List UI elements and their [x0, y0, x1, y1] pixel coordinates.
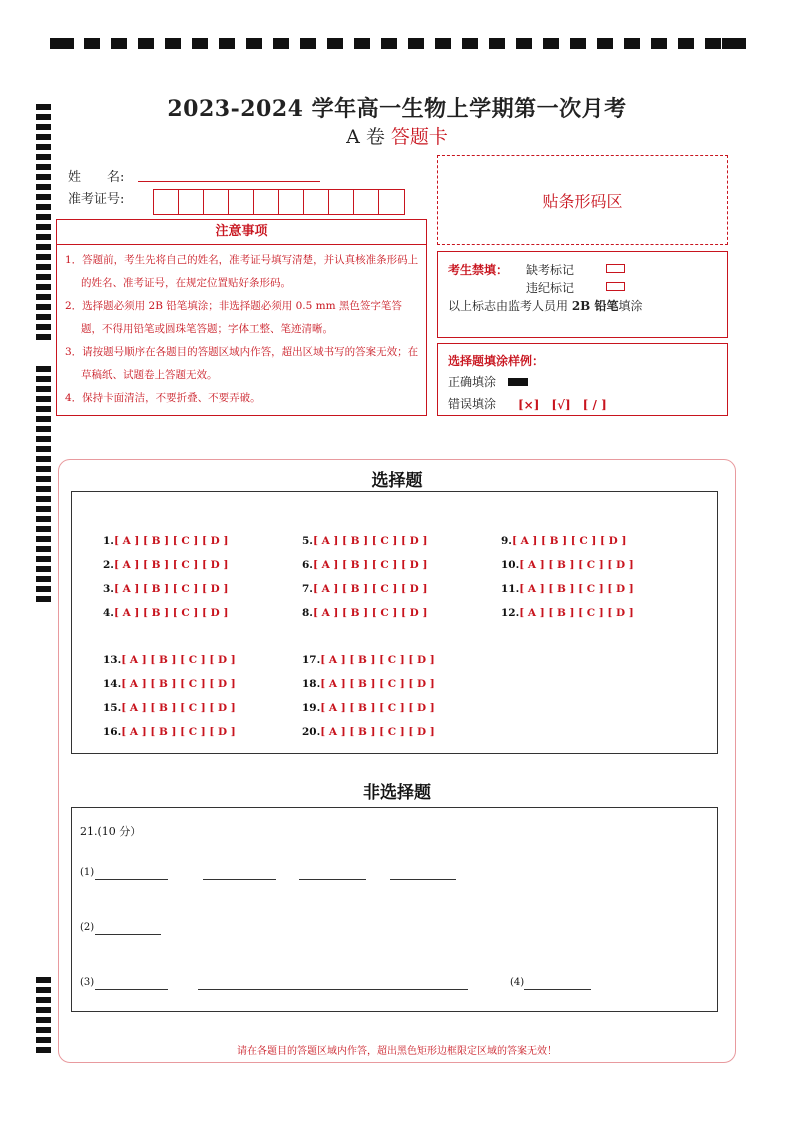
answer-options[interactable]: [ A ] [ B ] [ C ] [ D ] — [519, 559, 634, 571]
name-input-line[interactable] — [138, 181, 320, 182]
part-1-blank[interactable] — [390, 879, 456, 880]
question-number: 9. — [501, 535, 512, 547]
timing-mark — [36, 416, 51, 422]
choice-question-15[interactable] — [103, 702, 236, 714]
question-number: 16. — [103, 726, 122, 738]
timing-mark — [36, 324, 51, 330]
timing-mark — [36, 506, 51, 512]
forbid-label: 考生禁填： — [448, 263, 509, 277]
timing-mark — [36, 254, 51, 260]
timing-mark — [36, 997, 51, 1003]
choice-question-14[interactable] — [103, 678, 236, 690]
part-3-blank[interactable] — [198, 989, 468, 990]
timing-mark — [36, 184, 51, 190]
timing-mark — [354, 38, 370, 49]
timing-mark — [36, 576, 51, 582]
question-number: 7. — [302, 583, 313, 595]
timing-mark — [36, 426, 51, 432]
exam-title: 2023-2024 学年高一生物上学期第一次月考 — [167, 96, 627, 122]
timing-mark — [273, 38, 289, 49]
absent-mark-label: 缺考标记 — [526, 263, 575, 277]
question-number: 17. — [302, 654, 321, 666]
timing-mark — [36, 386, 51, 392]
wrong-fill-label: 错误填涂 — [448, 397, 497, 411]
timing-mark — [111, 38, 127, 49]
timing-mark — [408, 38, 424, 49]
timing-mark — [300, 38, 316, 49]
timing-mark — [36, 264, 51, 270]
question-number: 2. — [103, 559, 114, 571]
footer-warning: 请在各题目的答题区域内作答，超出黑色矩形边框限定区域的答案无效！ — [237, 1046, 557, 1057]
choice-question-8[interactable] — [302, 607, 427, 619]
answer-options[interactable]: [ A ] [ B ] [ C ] [ D ] — [121, 702, 236, 714]
question-number: 12. — [501, 607, 520, 619]
timing-mark — [36, 376, 51, 382]
answer-options[interactable]: [ A ] [ B ] [ C ] [ D ] — [312, 535, 428, 547]
timing-mark — [219, 38, 235, 49]
timing-mark — [36, 436, 51, 442]
question-number: 1. — [103, 535, 114, 547]
choice-question-16[interactable] — [103, 726, 236, 738]
question-number: 14. — [103, 678, 122, 690]
notice-item: 3．请按题号顺序在各题目的答题区域内作答，超出区域书写的答案无效；在草稿纸、试题卷上答题无效。 — [65, 346, 419, 381]
timing-mark — [138, 38, 154, 49]
question-number: 13. — [103, 654, 122, 666]
choice-question-6[interactable] — [302, 559, 427, 571]
timing-mark — [36, 596, 51, 602]
timing-mark — [165, 38, 181, 49]
timing-mark — [192, 38, 208, 49]
timing-mark — [36, 174, 51, 180]
part-3-blank[interactable] — [95, 989, 168, 990]
part-1-label: (1) — [80, 867, 95, 878]
timing-mark — [36, 274, 51, 280]
violation-mark-box[interactable] — [606, 282, 625, 291]
exam-id-boxes[interactable] — [153, 189, 405, 215]
wrong-fill-examples: [×] [√] [ / ] — [518, 398, 607, 412]
barcode-label: 贴条形码区 — [542, 191, 623, 211]
choice-question-11[interactable] — [501, 583, 634, 595]
choice-section-title: 选择题 — [371, 471, 423, 491]
timing-mark — [36, 526, 51, 532]
name-label: 姓 名: — [68, 170, 125, 185]
timing-mark — [36, 1017, 51, 1023]
question-number: 10. — [501, 559, 520, 571]
top-timing-marks — [50, 38, 746, 50]
choice-question-20[interactable] — [302, 726, 435, 738]
answer-options[interactable]: [ A ] [ B ] [ C ] [ D ] — [511, 535, 627, 547]
timing-mark — [246, 38, 262, 49]
timing-mark — [36, 1007, 51, 1013]
choice-question-9[interactable] — [501, 535, 626, 547]
timing-mark — [597, 38, 613, 49]
timing-mark — [36, 224, 51, 230]
timing-mark — [36, 164, 51, 170]
nonchoice-answer-box — [71, 807, 718, 1012]
answer-options[interactable]: [ A ] [ B ] [ C ] [ D ] — [113, 559, 229, 571]
choice-question-3[interactable] — [103, 583, 228, 595]
part-2-blank[interactable] — [95, 934, 161, 935]
answer-options[interactable]: [ A ] [ B ] [ C ] [ D ] — [121, 726, 236, 738]
timing-mark — [543, 38, 559, 49]
part-4-label: (4) — [510, 977, 525, 988]
timing-mark — [36, 194, 51, 200]
question-number: 19. — [302, 702, 321, 714]
timing-mark — [36, 546, 51, 552]
choice-question-19[interactable] — [302, 702, 435, 714]
timing-mark — [722, 38, 746, 49]
choice-question-18[interactable] — [302, 678, 435, 690]
notice-panel — [56, 219, 427, 416]
sample-title: 选择题填涂样例： — [448, 354, 545, 368]
exam-id-label: 准考证号: — [68, 192, 125, 207]
timing-mark — [570, 38, 586, 49]
forbid-note: 以上标志由监考人员用 2B 铅笔填涂 — [448, 299, 643, 313]
choice-question-7[interactable] — [302, 583, 427, 595]
timing-mark — [36, 304, 51, 310]
question-21-label: 21.(10 分） — [80, 825, 142, 838]
timing-mark — [36, 234, 51, 240]
id-digit-box[interactable] — [254, 190, 279, 214]
question-number: 20. — [302, 726, 321, 738]
timing-mark — [36, 214, 51, 220]
id-digit-box[interactable] — [204, 190, 229, 214]
answer-options[interactable]: [ A ] [ B ] [ C ] [ D ] — [121, 678, 236, 690]
question-number: 11. — [501, 583, 520, 595]
notice-heading: 注意事项 — [57, 220, 426, 245]
id-digit-box[interactable] — [279, 190, 304, 214]
timing-mark — [36, 536, 51, 542]
id-digit-box[interactable] — [229, 190, 254, 214]
timing-mark — [624, 38, 640, 49]
timing-mark — [36, 586, 51, 592]
answer-options[interactable]: [ A ] [ B ] [ C ] [ D ] — [113, 607, 229, 619]
answer-options[interactable]: [ A ] [ B ] [ C ] [ D ] — [312, 607, 428, 619]
part-1-blank[interactable] — [95, 879, 168, 880]
question-number: 5. — [302, 535, 313, 547]
answer-options[interactable]: [ A ] [ B ] [ C ] [ D ] — [312, 583, 428, 595]
question-number: 6. — [302, 559, 313, 571]
question-number: 15. — [103, 702, 122, 714]
correct-fill-label: 正确填涂 — [448, 375, 497, 389]
violation-mark-label: 违纪标记 — [526, 281, 575, 295]
timing-mark — [435, 38, 451, 49]
part-2-label: (2) — [80, 922, 95, 933]
question-number: 8. — [302, 607, 313, 619]
timing-mark — [36, 496, 51, 502]
barcode-area — [437, 155, 728, 245]
choice-question-17[interactable] — [302, 654, 435, 666]
timing-mark — [36, 516, 51, 522]
notice-item: 4．保持卡面清洁，不要折叠、不要弄破。 — [65, 392, 261, 404]
notice-item: 1．答题前，考生先将自己的姓名，准考证号填写清楚，并认真核准条形码上的姓名、准考证号，在规定位置贴好条形码。 — [65, 254, 419, 289]
paper-version: A 卷 — [346, 126, 385, 148]
choice-question-12[interactable] — [501, 607, 634, 619]
part-3-label: (3) — [80, 977, 95, 988]
choice-question-2[interactable] — [103, 559, 228, 571]
timing-mark — [651, 38, 667, 49]
choice-question-5[interactable] — [302, 535, 427, 547]
id-digit-box[interactable] — [379, 190, 404, 214]
correct-fill-example — [508, 378, 528, 386]
timing-mark — [36, 1027, 51, 1033]
examinee-forbidden-panel — [437, 251, 728, 338]
part-4-blank[interactable] — [524, 989, 591, 990]
timing-mark — [327, 38, 343, 49]
timing-mark — [36, 244, 51, 250]
timing-mark — [36, 314, 51, 320]
question-number: 4. — [103, 607, 114, 619]
answer-options[interactable]: [ A ] [ B ] [ C ] [ D ] — [121, 654, 236, 666]
timing-mark — [50, 38, 74, 49]
timing-mark — [36, 446, 51, 452]
timing-mark — [36, 566, 51, 572]
answer-options[interactable]: [ A ] [ B ] [ C ] [ D ] — [519, 583, 634, 595]
answer-options[interactable]: [ A ] [ B ] [ C ] [ D ] — [312, 559, 428, 571]
answer-options[interactable]: [ A ] [ B ] [ C ] [ D ] — [320, 702, 435, 714]
timing-mark — [516, 38, 532, 49]
timing-mark — [36, 366, 51, 372]
timing-mark — [36, 456, 51, 462]
choice-question-1[interactable] — [103, 535, 228, 547]
timing-mark — [36, 977, 51, 983]
answer-options[interactable]: [ A ] [ B ] [ C ] [ D ] — [113, 583, 229, 595]
timing-mark — [462, 38, 478, 49]
answer-options[interactable]: [ A ] [ B ] [ C ] [ D ] — [320, 654, 435, 666]
timing-mark — [381, 38, 397, 49]
answer-options[interactable]: [ A ] [ B ] [ C ] [ D ] — [320, 726, 435, 738]
choice-answer-box — [71, 491, 718, 754]
timing-mark — [36, 334, 51, 340]
answer-options[interactable]: [ A ] [ B ] [ C ] [ D ] — [113, 535, 229, 547]
id-digit-box[interactable] — [154, 190, 179, 214]
timing-mark — [705, 38, 721, 49]
timing-mark — [84, 38, 100, 49]
question-number: 3. — [103, 583, 114, 595]
id-digit-box[interactable] — [179, 190, 204, 214]
timing-mark — [36, 406, 51, 412]
id-digit-box[interactable] — [329, 190, 354, 214]
timing-mark — [36, 396, 51, 402]
timing-mark — [36, 987, 51, 993]
answer-card-label: 答题卡 — [390, 126, 448, 148]
choice-question-4[interactable] — [103, 607, 228, 619]
absent-mark-box[interactable] — [606, 264, 625, 273]
timing-mark — [36, 294, 51, 300]
fill-sample-panel — [437, 343, 728, 416]
part-1-blank[interactable] — [203, 879, 276, 880]
timing-mark — [678, 38, 694, 49]
choice-question-13[interactable] — [103, 654, 236, 666]
nonchoice-section-title: 非选择题 — [363, 783, 431, 803]
id-digit-box[interactable] — [304, 190, 329, 214]
answer-options[interactable]: [ A ] [ B ] [ C ] [ D ] — [320, 678, 435, 690]
timing-mark — [489, 38, 505, 49]
answer-options[interactable]: [ A ] [ B ] [ C ] [ D ] — [519, 607, 634, 619]
timing-mark — [36, 154, 51, 160]
timing-mark — [36, 204, 51, 210]
id-digit-box[interactable] — [354, 190, 379, 214]
part-1-blank[interactable] — [299, 879, 366, 880]
exam-subtitle — [0, 122, 794, 149]
timing-mark — [36, 284, 51, 290]
choice-question-10[interactable] — [501, 559, 634, 571]
timing-mark — [36, 556, 51, 562]
notice-item: 2．选择题必须用 2B 铅笔填涂；非选择题必须用 0.5 mm 黑色签字笔答题，不得用铅笔或圆珠笔答题；字体工整、笔迹清晰。 — [65, 300, 402, 335]
question-number: 18. — [302, 678, 321, 690]
